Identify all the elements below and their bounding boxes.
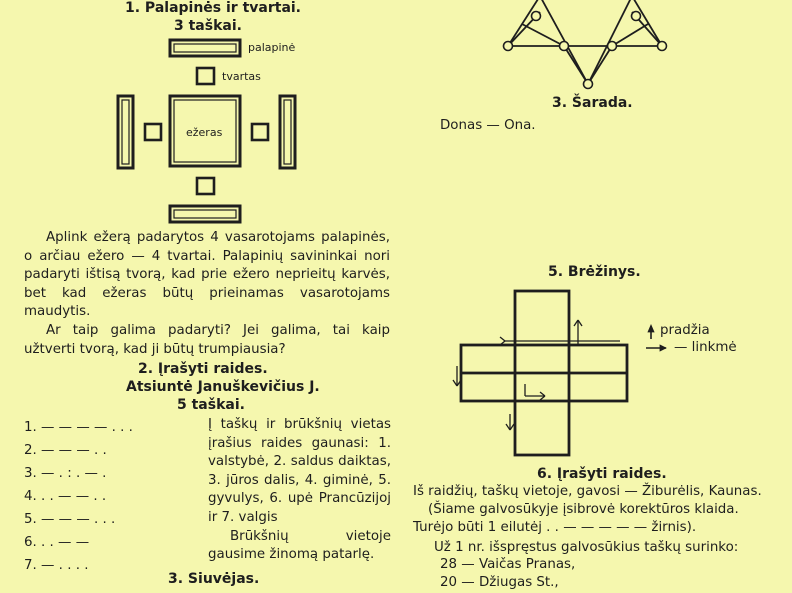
puzzle6-line-3: Turėjo būti 1 eilutėj . . — — — — — žirnis). bbox=[413, 520, 697, 535]
puzzle2-row: 6. . . — — bbox=[24, 535, 90, 550]
barn-label: tvartas bbox=[222, 70, 261, 83]
puzzle3-left-title: 3. Siuvėjas. bbox=[168, 571, 260, 587]
sarada-title: 3. Šarada. bbox=[552, 95, 633, 111]
puzzle2-instructions: Į taškų ir brūkšnių vietas įrašius raides gaunasi: 1. valstybė, 2. saldus daiktas, 3. jūros dalis, 4. giminė, 5. gyvulys, 6. upė Prancūzijoj ir 7. valgis bbox=[208, 417, 391, 525]
puzzle6-line-1: Iš raidžių, taškų vietoje, gavosi — Žiburėlis, Kaunas. bbox=[413, 484, 762, 499]
puzzle2-row: 4. . . — — . . bbox=[24, 489, 107, 504]
drawing-title: 5. Brėžinys. bbox=[548, 264, 641, 280]
legend-start: pradžia bbox=[660, 323, 710, 338]
puzzle2-row: 3. — . : . — . bbox=[24, 466, 107, 481]
puzzle6-title: 6. Įrašyti raides. bbox=[537, 466, 667, 482]
puzzle1-title: 1. Palapinės ir tvartai. bbox=[125, 0, 302, 16]
puzzle1-points: 3 taškai. bbox=[174, 18, 242, 34]
sarada-answer: Donas — Ona. bbox=[440, 118, 536, 133]
puzzle6-line-4: Už 1 nr. išspręstus galvosūkius taškų surinko: bbox=[434, 540, 739, 555]
lake-label: ežeras bbox=[186, 126, 223, 139]
score-entry: 28 — Vaičas Pranas, bbox=[440, 557, 576, 572]
puzzle2-title: 2. Įrašyti raides. bbox=[138, 361, 268, 377]
puzzle2-author: Atsiuntė Januškevičius J. bbox=[126, 379, 320, 395]
puzzle2-row: 2. — — — . . bbox=[24, 443, 107, 458]
puzzle2-points: 5 taškai. bbox=[177, 397, 245, 413]
tent-label: palapinė bbox=[248, 41, 296, 54]
puzzle1-paragraph-2: Ar taip galima padaryti? Jei galima, tai kaip užtverti tvorą, kad ji būtų trumpiausia? bbox=[24, 322, 390, 357]
puzzle2-proverb-note: Brūkšnių vietoje gausime žinomą patarlę. bbox=[208, 528, 391, 563]
puzzle2-row: 5. — — — . . . bbox=[24, 512, 116, 527]
legend-direction: — linkmė bbox=[674, 340, 737, 355]
puzzle6-line-2: (Šiame galvosūkyje įsibrovė korektūros klaida. bbox=[428, 502, 739, 517]
puzzle2-row: 1. — — — — . . . bbox=[24, 420, 133, 435]
puzzle2-row: 7. — . . . . bbox=[24, 558, 89, 573]
score-entry: 20 — Džiugas St., bbox=[440, 575, 559, 590]
puzzle1-paragraph-1: Aplink ežerą padarytos 4 vasarotojams palapinės, o arčiau ežero — 4 tvartai. Palapinių savininkai nori padaryti ištisą tvorą, kad prie ežero neprieitų karvės, bet kad ežeras būtų prieinamas vasarotojams maudytis. bbox=[24, 230, 390, 320]
